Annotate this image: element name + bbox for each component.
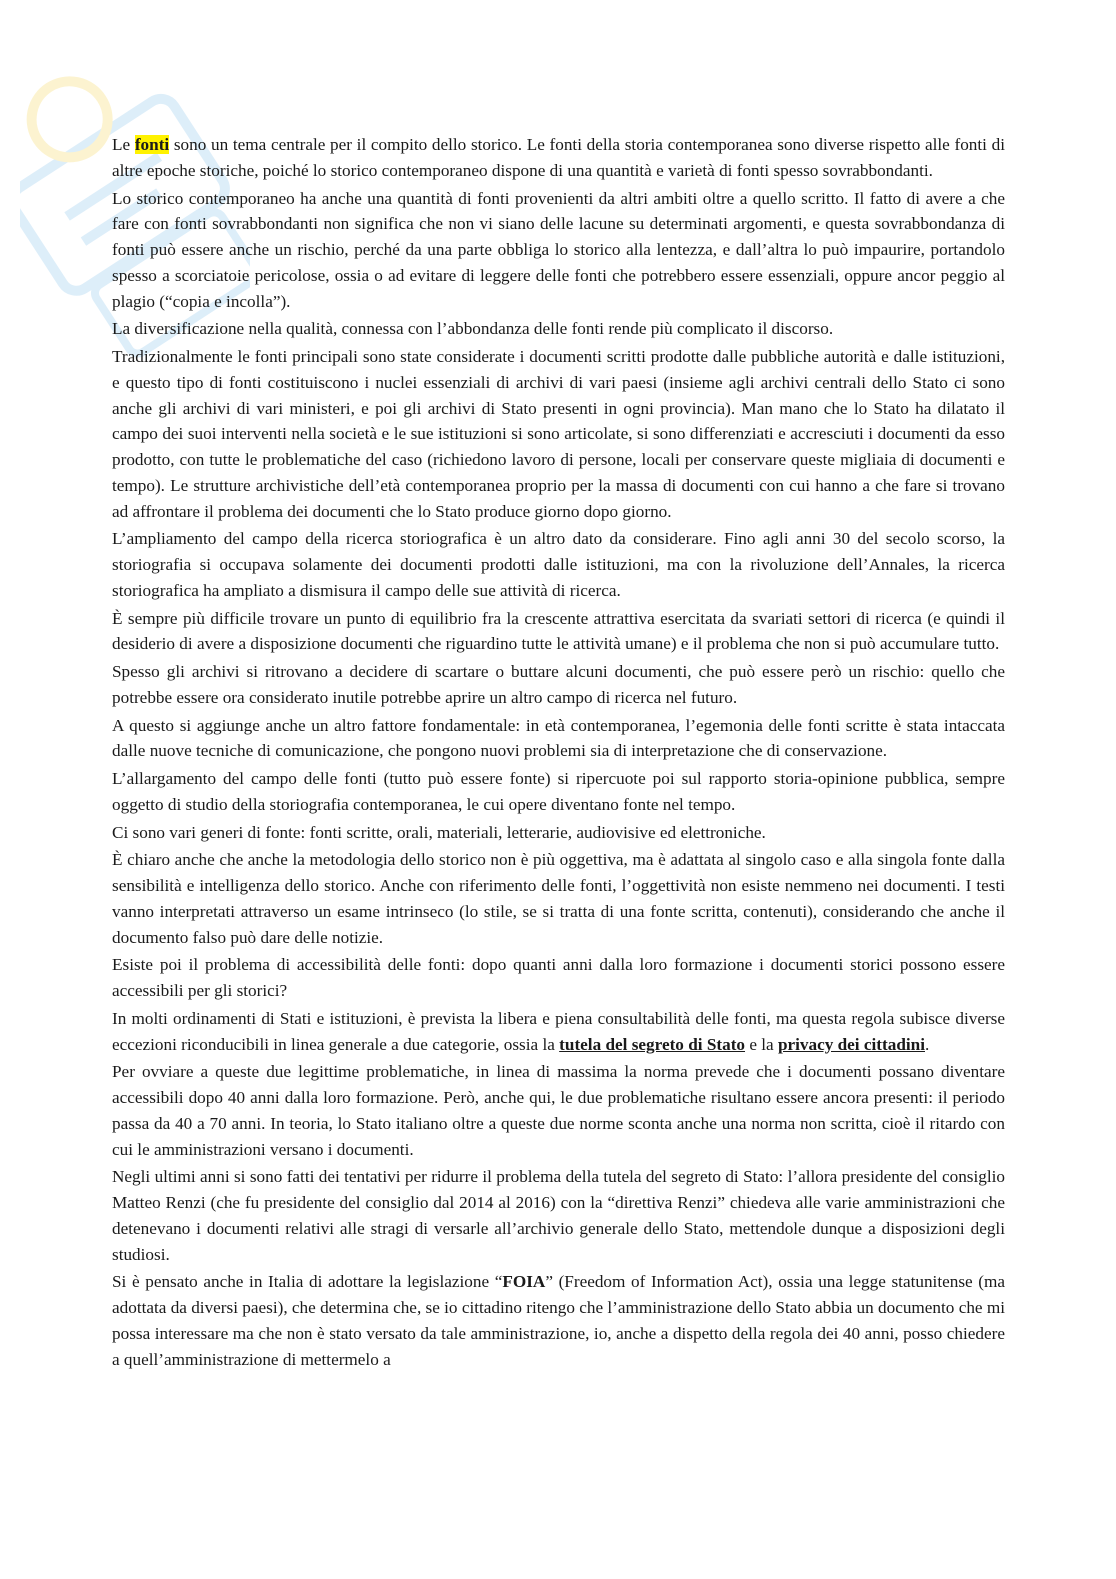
text-run: A questo si aggiunge anche un altro fattore fondamentale: in età contemporanea, l’egemonia delle fonti scritte è stata intaccata dalle nuove tecniche di comunicazione, che pongono nuovi problemi sia di interpretazione che di conservazione.: [112, 715, 1005, 761]
highlighted-term: fonti: [134, 135, 170, 154]
paragraph: [112, 1059, 1005, 1162]
text-run: Spesso gli archivi si ritrovano a decidere di scartare o buttare alcuni documenti, che può essere però un rischio: quello che potrebbe essere ora considerato inutile potrebbe aprire un altro campo di ricerca nel futuro.: [112, 662, 1005, 707]
text-run: Esiste poi il problema di accessibilità delle fonti: dopo quanti anni dalla loro formazione i documenti storici possono essere accessibili per gli storici?: [112, 955, 1005, 1000]
paragraph: [112, 316, 1005, 342]
paragraph: [112, 1006, 1005, 1058]
paragraph: [112, 659, 1005, 711]
text-run: È chiaro anche che anche la metodologia dello storico non è più oggettiva, ma è adattata al singolo caso e alla singola fonte dalla sensibilità e intelligenza dello storico. Anche con riferimento delle fonti, l’oggettività non esiste nemmeno nei documenti. I testi vanno interpretati attraverso un esame intrinseco (lo stile, se si tratta di una fonte scritta, contenuti), considerando che anche il documento falso può dare delle notizie.: [112, 850, 1005, 947]
text-run: È sempre più difficile trovare un punto di equilibrio fra la crescente attrattiva esercitata da svariati settori di ricerca (e quindi il desiderio di avere a disposizione documenti che riguardino tutte le attività umane) e il problema che non si può accumulare tutto.: [112, 608, 1005, 654]
paragraph: [112, 766, 1005, 818]
text-run: Si è pensato anche in Italia di adottare la legislazione “: [112, 1272, 503, 1292]
bold-term: FOIA: [502, 1272, 546, 1292]
text-run: Ci sono vari generi di fonte: fonti scritte, orali, materiali, letterarie, audiovisive ed elettroniche.: [112, 822, 766, 842]
paragraph: [112, 606, 1005, 658]
text-run: sono un tema centrale per il compito dello storico. Le fonti della storia contemporanea sono diverse rispetto alle fonti di altre epoche storiche, poiché lo storico contemporaneo dispone di una quantità e varietà di fonti spesso sovrabbondanti.: [112, 135, 1005, 180]
text-run: ” (Freedom of Information Act), ossia una legge statunitense (ma adottata da diversi paesi), che determina che, se io cittadino ritengo che l’amministrazione dello Stato abbia un documento che mi possa interessare ma che non è stato versato da tale amministrazione, io, anche a dispetto della regola dei 40 anni, posso chiedere a quell’amministrazione di mettermelo a: [112, 1272, 1005, 1369]
emphasized-term: tutela del segreto di Stato: [559, 1034, 746, 1054]
text-run: Tradizionalmente le fonti principali sono state considerate i documenti scritti prodotte dalle pubbliche autorità e dalle istituzioni, e questo tipo di fonti costituiscono i nuclei essenziali di archivi di vari paesi (insieme agli archivi centrali dello Stato ci sono anche gli archivi di vari ministeri, e poi gli archivi di Stato presenti in ogni provincia). Man mano che lo Stato ha dilatato il campo dei suoi interventi nella società e le sue istituzioni si sono articolate, si sono differenziati e accresciuti i documenti da esso prodotto, con tutte le problematiche del caso (richiedono lavoro di persone, locali per conservare queste migliaia di documenti e tempo). Le strutture archivistiche dell’età contemporanea proprio per la massa di documenti con cui hanno a che fare si trovano ad affrontare il problema dei documenti che lo Stato produce giorno dopo giorno.: [112, 347, 1005, 521]
paragraph: [112, 526, 1005, 603]
text-run: L’allargamento del campo delle fonti (tutto può essere fonte) si ripercuote poi sul rapporto storia-opinione pubblica, sempre oggetto di studio della storiografia contemporanea, le cui opere diventano fonte nel tempo.: [112, 769, 1005, 814]
paragraph: [112, 1269, 1005, 1372]
paragraph: [112, 952, 1005, 1004]
text-run: In molti ordinamenti di Stati e istituzioni, è prevista la libera e piena consultabilità delle fonti, ma questa regola subisce diverse eccezioni riconducibili in linea generale a due categorie, ossia la: [112, 1008, 1005, 1054]
text-run: e la: [745, 1034, 778, 1054]
emphasized-term: privacy dei cittadini: [777, 1034, 925, 1054]
document-body: [112, 132, 1005, 1372]
paragraph: [112, 847, 1005, 950]
paragraph: [112, 186, 1005, 315]
text-run: Lo storico contemporaneo ha anche una quantità di fonti provenienti da altri ambiti oltre a quello scritto. Il fatto di avere a che fare con fonti sovrabbondanti non significa che non vi siano delle lacune su determinati argomenti, e questa sovrabbondanza di fonti può essere anche un rischio, perché da una parte obbliga lo storico alla lentezza, e dall’altra lo può impaurire, portandolo spesso a scorciatoie pericolose, ossia o ad evitare di leggere delle fonti che potrebbero essere essenziali, oppure ancor peggio al plagio (“copia e incolla”).: [112, 188, 1005, 311]
paragraph: [112, 1164, 1005, 1267]
paragraph: [112, 344, 1005, 524]
text-run: L’ampliamento del campo della ricerca storiografica è un altro dato da considerare. Fino agli anni 30 del secolo scorso, la storiografia si occupava solamente dei documenti prodotti dalle istituzioni, ma con la rivoluzione dell’Annales, la ricerca storiografica ha ampliato a dismisura il campo delle sue attività di ricerca.: [112, 529, 1005, 600]
text-run: Per ovviare a queste due legittime problematiche, in linea di massima la norma prevede che i documenti possano diventare accessibili dopo 40 anni dalla loro formazione. Però, anche qui, le due problematiche risultano essere ancora presenti: il periodo passa da 40 a 70 anni. In teoria, lo Stato italiano oltre a queste due norme sconta anche una norma non scritta, cioè il ritardo con cui le amministrazioni versano i documenti.: [112, 1062, 1005, 1159]
paragraph: [112, 713, 1005, 765]
text-run: .: [925, 1034, 930, 1054]
text-run: La diversificazione nella qualità, connessa con l’abbondanza delle fonti rende più complicato il discorso.: [112, 319, 834, 339]
text-run: Negli ultimi anni si sono fatti dei tentativi per ridurre il problema della tutela del segreto di Stato: l’allora presidente del consiglio Matteo Renzi (che fu presidente del consiglio dal 2014 al 2016) con la “direttiva Renzi” chiedeva alle varie amministrazioni che detenevano i documenti relativi alle stragi di versarle all’archivio generale dello Stato, mettendole dunque a disposizioni degli studiosi.: [112, 1167, 1005, 1264]
paragraph: [112, 132, 1005, 184]
text-run: Le: [112, 135, 135, 154]
paragraph: [112, 820, 1005, 846]
